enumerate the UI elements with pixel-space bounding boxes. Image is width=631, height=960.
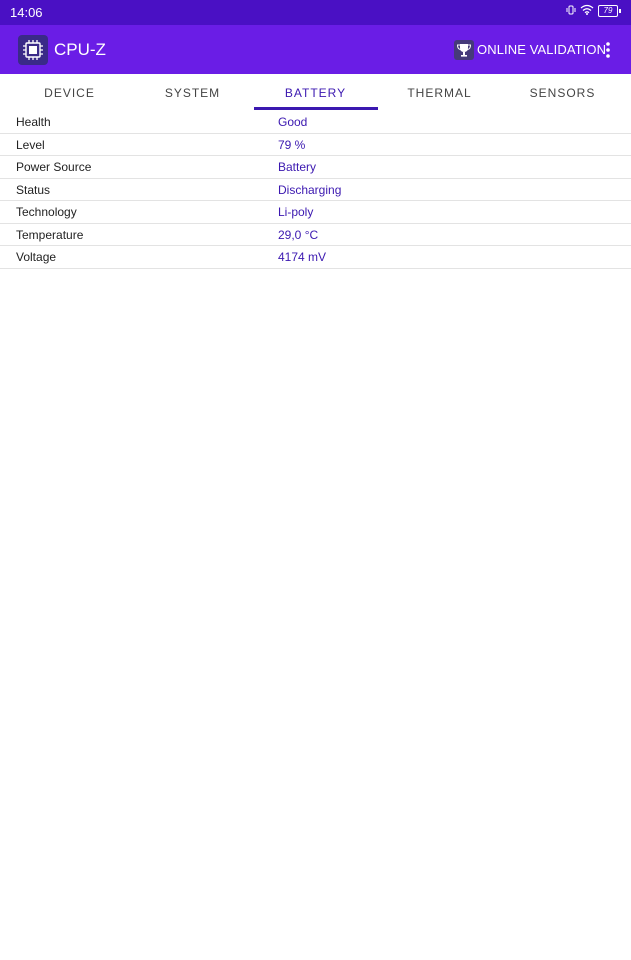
info-row-health bbox=[0, 111, 631, 134]
trophy-icon bbox=[454, 40, 474, 60]
wifi-icon bbox=[580, 4, 594, 18]
info-row-temperature bbox=[0, 224, 631, 247]
app-title: CPU-Z bbox=[54, 40, 106, 59]
tab-system[interactable]: SYSTEM bbox=[164, 86, 221, 100]
tab-sensors[interactable]: SENSORS bbox=[529, 86, 596, 100]
tab-thermal[interactable]: THERMAL bbox=[407, 86, 472, 100]
info-row-status bbox=[0, 179, 631, 202]
info-label: Voltage bbox=[16, 250, 57, 264]
info-value: Discharging bbox=[278, 182, 342, 197]
status-bar bbox=[0, 0, 631, 25]
battery-info-list bbox=[0, 111, 631, 269]
info-value: 4174 mV bbox=[278, 250, 327, 264]
vibrate-icon bbox=[566, 5, 576, 18]
info-label: Power Source bbox=[16, 160, 92, 174]
battery-tip bbox=[619, 9, 621, 13]
info-label: Level bbox=[16, 137, 45, 152]
tab-device[interactable]: DEVICE bbox=[44, 86, 95, 100]
more-vert-icon[interactable] bbox=[600, 39, 616, 61]
info-label: Health bbox=[16, 115, 51, 129]
online-validation-label: ONLINE VALIDATION bbox=[477, 42, 607, 57]
app-bar bbox=[0, 25, 631, 74]
info-value: 79 % bbox=[278, 137, 306, 152]
info-value: Li-poly bbox=[278, 205, 314, 219]
battery-level-text: 79 bbox=[598, 5, 618, 17]
online-validation-button[interactable] bbox=[454, 39, 606, 60]
active-tab-indicator bbox=[254, 107, 378, 110]
status-icons bbox=[566, 4, 621, 18]
info-label: Temperature bbox=[16, 227, 84, 242]
info-row-voltage bbox=[0, 246, 631, 269]
info-value: 29,0 °C bbox=[278, 227, 319, 242]
info-row-power-source bbox=[0, 156, 631, 179]
info-label: Technology bbox=[16, 205, 77, 219]
cpu-logo-icon bbox=[18, 35, 48, 65]
info-value: Good bbox=[278, 115, 308, 129]
info-row-level bbox=[0, 134, 631, 157]
battery-icon bbox=[598, 5, 621, 17]
tab-battery[interactable]: BATTERY bbox=[284, 86, 347, 100]
info-value: Battery bbox=[278, 160, 317, 174]
info-row-technology bbox=[0, 201, 631, 224]
status-time: 14:06 bbox=[10, 5, 43, 20]
info-label: Status bbox=[16, 182, 51, 197]
